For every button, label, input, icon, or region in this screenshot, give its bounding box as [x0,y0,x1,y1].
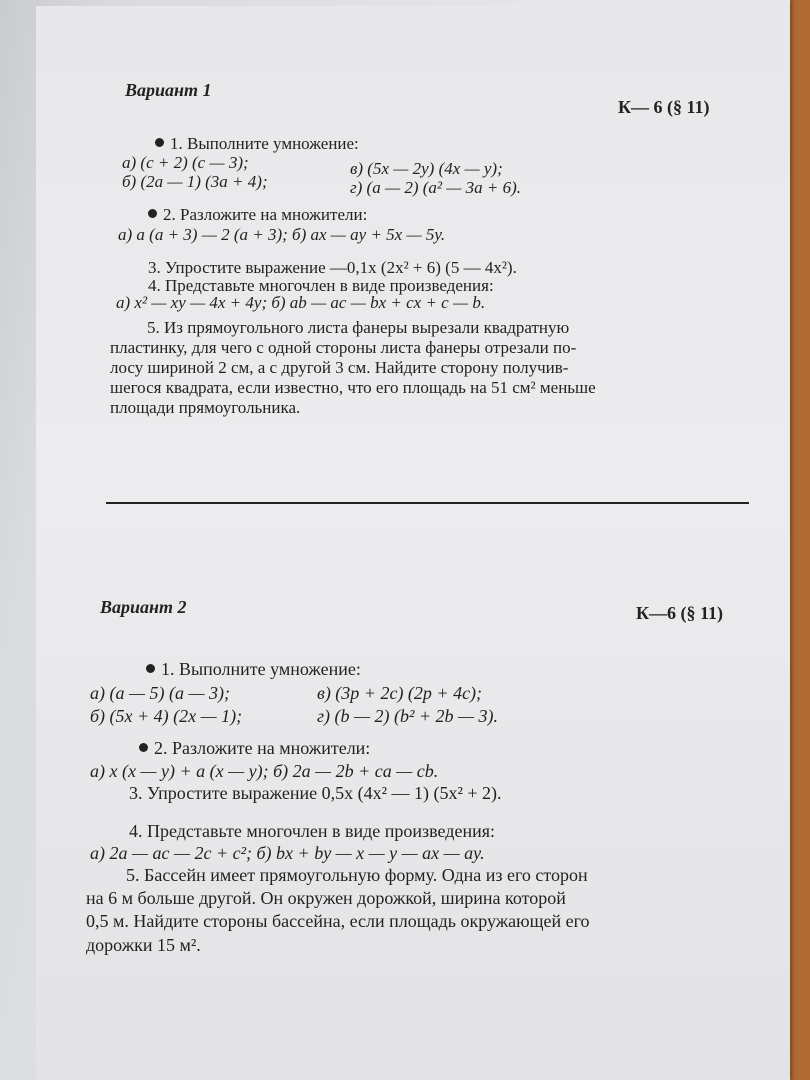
task-4-heading: 4. Представьте многочлен в виде произведения: [148,276,494,295]
task-1-g: г) (b — 2) (b² + 2b — 3). [317,706,499,726]
bullet-icon [146,664,155,673]
task-2-items: а) x (x — y) + a (x — y); б) 2a — 2b + ca — cb. [90,761,439,781]
task-5-line-5: площади прямоугольника. [110,398,301,417]
task-5-line-3: лосу шириной 2 см, а с другой 3 см. Найдите сторону получив- [110,358,569,377]
task-5-line-1: 5. Бассейн имеет прямоугольную форму. Одна из его сторон [126,865,588,885]
task-1-b: б) (5x + 4) (2x — 1); [90,706,243,726]
bullet-icon [155,138,164,147]
task-5-line-1: 5. Из прямоугольного листа фанеры вырезали квадратную [147,318,570,337]
task-5-line-4: шегося квадрата, если известно, что его площадь на 51 см² меньше [110,378,596,397]
task-1-v: в) (5x — 2y) (4x — y); [350,159,503,178]
bullet-icon [148,209,157,218]
task-5-line-2: на 6 м больше другой. Он окружен дорожкой, ширина которой [86,888,566,908]
task-2-items: а) a (a + 3) — 2 (a + 3); б) ax — ay + 5x — 5y. [118,225,446,244]
variant-2-title: Вариант 2 [100,597,187,617]
task-2-heading: 2. Разложите на множители: [148,205,367,225]
task-1-b: б) (2a — 1) (3a + 4); [122,172,268,191]
section-divider [106,502,749,504]
task-3: 3. Упростите выражение 0,5x (4x² — 1) (5x² + 2). [129,783,502,803]
task-4-items: а) 2a — ac — 2c + c²; б) bx + by — x — y — ax — ay. [90,843,485,863]
variant-2-code: К—6 (§ 11) [636,603,724,623]
variant-1-title: Вариант 1 [125,80,212,100]
task-3: 3. Упростите выражение —0,1x (2x² + 6) (5 — 4x²). [148,258,517,277]
bullet-icon [139,743,148,752]
task-2-heading: 2. Разложите на множители: [139,737,370,759]
task-1-g: г) (a — 2) (a² — 3a + 6). [350,178,521,197]
task-4-heading: 4. Представьте многочлен в виде произведения: [129,821,495,841]
task-5-line-2: пластинку, для чего с одной стороны листа фанеры отрезали по- [110,338,577,357]
task-1-v: в) (3p + 2c) (2p + 4c); [317,683,483,703]
task-5-line-3: 0,5 м. Найдите стороны бассейна, если площадь окружающей его [86,911,590,931]
task-4-items: а) x² — xy — 4x + 4y; б) ab — ac — bx + cx + c — b. [116,293,486,312]
task-1-a: а) (c + 2) (c — 3); [122,153,249,172]
task-1-heading: 1. Выполните умножение: [146,658,361,680]
task-1-a: а) (a — 5) (a — 3); [90,683,230,703]
variant-1-code: К— 6 (§ 11) [618,97,710,117]
task-1-heading: 1. Выполните умножение: [155,134,359,154]
task-5-line-4: дорожки 15 м². [86,935,201,955]
